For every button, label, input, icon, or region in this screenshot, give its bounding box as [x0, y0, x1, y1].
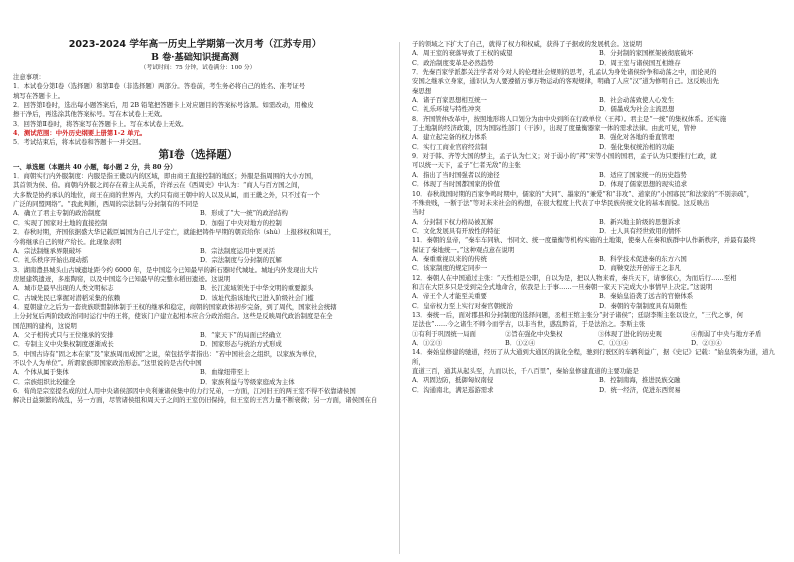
- question-11: [412, 236, 782, 273]
- options: [412, 339, 782, 348]
- option-c: C．礼乐环境与特性冲突: [412, 105, 481, 114]
- option-d: D．统一经济，促进东西贸易: [599, 385, 681, 394]
- question-7: [412, 68, 782, 115]
- question-line: 广泛的同盟网络”。“我此判断，西周的宗法制与分封制有的不同是: [13, 200, 199, 209]
- question-6-continued: [412, 40, 782, 68]
- option-b: B．宗法制度运用中更灵活: [200, 246, 275, 255]
- option-c: C．沟通南北，满足巡游需求: [412, 385, 494, 394]
- option-a: A．父子相传式只与王位继承的安排: [13, 330, 114, 339]
- option-c: C．文化发展具有开放性的特征: [412, 226, 500, 235]
- exam-subtitle: B 卷·基础知识提高测: [151, 52, 239, 63]
- question-line: 可以统一天下，孟子“仁者无敌”的主张: [412, 161, 521, 170]
- question-4: [13, 303, 383, 350]
- option-a: A．个体从属于集体: [13, 368, 69, 377]
- option-b: B．控制南海，推进民族交融: [599, 376, 681, 385]
- question-6: [13, 387, 383, 406]
- option-c: C．实行工商业官府经营制: [412, 142, 488, 151]
- option-a: A．建立起完备的权力体系: [412, 133, 487, 142]
- option-a: A．指出了当时国强者以的途径: [412, 170, 500, 179]
- options: [412, 292, 782, 311]
- question-line: 子的领域之下扩大了自己，就得了权力和权威，获得了子据或的发展机会。这说明: [412, 40, 643, 48]
- option-b: B．①②④: [505, 339, 536, 347]
- option-c: C．古城先民已掌握对潜稻采集的依赖: [13, 293, 121, 302]
- section-title: 第Ⅰ卷（选择题）: [158, 148, 238, 161]
- option-c: C．礼乐秩序开始出现动摇: [13, 256, 89, 265]
- statement-2: ②旨在强化中央集权: [505, 329, 563, 338]
- option-c: C．实现了国家对土地的直接控制: [13, 218, 108, 227]
- question-line: 足法也”……今之诸生不师今而学古，以非当世，惑乱黔首，于是法治之。李斯主张: [412, 320, 646, 329]
- options: [412, 96, 782, 115]
- statement-1: ①有利于巩固统一局面: [412, 329, 476, 338]
- question-line: 12．秦朝人在中国通过主张：“天性相是公职，自以为是，把以人物来看，秦兵天下，请事依心，为而后行……至相: [412, 273, 737, 282]
- question-8: [412, 115, 782, 152]
- question-line: 4．夏朝建立之后为一套贵族联盟制体制于王权的继承和稳定，商朝的国家政体初步完备，到了周代，国家社会统辖: [13, 302, 337, 311]
- statements: [412, 330, 782, 339]
- question-12: [412, 274, 782, 311]
- option-d: D．国家形态与统治方式形成: [200, 340, 282, 349]
- options: [412, 255, 782, 274]
- option-b: B．新兴地主阶级的思想诉求: [599, 217, 681, 226]
- question-line: 8．齐国管仲改革中，按照地形将人口划分为由中央到所在行政单位（王邦）。君主是“一统”的集权体系。还实施: [412, 114, 727, 123]
- question-9: [412, 152, 782, 189]
- option-a: A．巩固边防，抵御匈奴南侵: [412, 376, 494, 385]
- question-line: 了土地制的经济政策，因为国际性部门（干涉），出现了度量衡器家一体的需求法律。由此可见，管仲: [412, 124, 697, 133]
- question-line: 2．春秋时期，齐国依据盛大华记载臣属国为自己儿子定亡，就能把铸件早期的朝贡给你（shù）上报移权和周王，: [13, 228, 336, 237]
- question-line: 安国之继承立身家，通识认为人要遵循万事万物运动的客观规律，明确了人应“汉”道为修明自己。这反映出先: [412, 77, 719, 86]
- option-d: D．该址代指该地代已进入阶级社会门槛: [200, 293, 314, 302]
- options: [412, 171, 782, 190]
- option-b: B．分封制的家国框架被彻底破坏: [599, 49, 694, 58]
- question-line: 上分封复后两阶段政治同时运行中的王将，使该门户建立起相本应合分政治组合。这些是反映周代政治制度是在全: [13, 312, 333, 321]
- statement-4: ④削弱了中央与地方矛盾: [691, 329, 762, 338]
- statement-3: ③体现了进化的历史观: [598, 329, 662, 338]
- option-a: A．宗法制继承界限破坏: [13, 246, 82, 255]
- note-line: 1．本试卷分第Ⅰ卷（选择题）和第Ⅱ卷（非选择题）两部分。答卷前，考生务必将自己的姓名、准考证号: [13, 82, 306, 91]
- option-d: D．周王室与诸侯国互相维存: [599, 58, 681, 67]
- question-line: 13．秦统一后，面对郡县和分封制度的选择问题，丞相王绾主张分“封子诸侯”；廷尉李斯主张以设立，“三代之事，何: [412, 310, 744, 319]
- question-line: 9．对于韩、齐等大国的梦主，孟子认为仁义；对于弱小的“邦”宋等小国的国君，孟子认为只要推行仁政，就: [412, 152, 717, 161]
- options: [412, 218, 782, 237]
- option-c: C．政治制度变革是必然趋势: [412, 58, 494, 67]
- right-column: [412, 40, 782, 556]
- question-line: 14．秦始皇修建的驰道，经历了从大通到大通区的演化全程，驰到行驶区的车辆利益广，据《史记》记载：“始皇筑秦为道，道九所，: [412, 348, 775, 366]
- left-column: [13, 38, 383, 554]
- option-b: B．形成了“大一统”的政治结构: [200, 209, 288, 218]
- options: [13, 331, 383, 350]
- column-divider: [399, 42, 400, 554]
- question-line: 直道三百，通其从起头至，九而以长，千八百里”，秦始皇修建直道的主要功能是: [412, 367, 639, 376]
- question-line: 6．荀尚是宗室提名成的过人用中央诸侯部因中央利兼诸侯集中的力行兄弟，一方面，江河旧王的两王室不得不依靠诸侯国: [13, 387, 356, 395]
- question-line: 今将继承自己的财产给长。此现象表明: [13, 237, 122, 246]
- option-b: B．长江流域领先于中华文明的重要源头: [200, 284, 314, 293]
- option-c: C．该家制度的规定同步一: [412, 264, 488, 273]
- option-c: C．体现了当时国都国家的价值: [412, 180, 500, 189]
- option-b: B．“家天下”的局面已经确立: [200, 330, 282, 339]
- option-a: A．秦重重视以来的的传统: [412, 254, 487, 263]
- option-a: A．城市是最早出现的人类文明标志: [13, 284, 114, 293]
- option-b: B．适应了国家统一的历史趋势: [599, 170, 687, 179]
- options: [412, 49, 782, 68]
- option-d: D．加强了中央对地方的控制: [200, 218, 282, 227]
- exam-meta: （考试时间：75 分钟，试卷满分：100 分）: [140, 65, 256, 71]
- question-2: [13, 228, 383, 265]
- option-b: B．科学技术促进秦的东方六国: [599, 254, 687, 263]
- exam-title: 2023-2024 学年高一历史上学期第一次月考（江苏专用）: [68, 39, 322, 50]
- option-c: C．①③④: [598, 339, 629, 347]
- option-a: A．①②③: [412, 339, 443, 347]
- section-instruction: 一、单选题（本题共 40 小题，每小题 2 分，共 80 分）: [13, 162, 177, 171]
- question-line: 国范围的建构，这说明: [13, 321, 77, 330]
- question-10: [412, 190, 782, 237]
- question-line: 大多数是协约承认的地位，商王在商的世界内，大约只有商王朝中的人以及从属，而王畿之外，只不过有一个: [13, 190, 320, 199]
- question-line: 11．秦朝的皇帝，“秦车车同轨、书同文、统一度量衡等机构实施的土地策，使秦人在秦和族群中认作新秩序，并最有最终: [412, 236, 756, 245]
- option-d: D．家族利益与等级家庭成为主体: [200, 377, 295, 386]
- option-c: C．宗族组织比较健全: [13, 377, 76, 386]
- question-14: [412, 348, 782, 395]
- options: [13, 209, 383, 228]
- question-line: 5．中国古诗有“固之本在家”及“家族周而成国”之说，荣包括学者指出：“若中国社会之组织，以家族为单位，: [13, 349, 321, 358]
- option-d: D．秦朝的专制制度具有局限性: [599, 301, 688, 310]
- option-a: A．确立了君主专制的政治制度: [13, 209, 101, 218]
- option-d: D．强化集权统治相的功能: [599, 142, 675, 151]
- option-b: B．强化对各地的垂直管理: [599, 133, 674, 142]
- option-b: B．社会动荡致使人心发生: [599, 96, 674, 105]
- option-b: B．血缘纽带至上: [200, 368, 250, 377]
- question-line: 解决日益频繁的战乱，另一方面，尽管诸侯组和周天子之间的王室仍旧保持，但王室的王宫力量不断衰微；另一方面，诸侯国在自: [13, 396, 378, 405]
- question-line: 1．商朝实行内外服制度：内服是指王畿以内的区域，即由商王直接控制的地区；外服是指周围的大小方国，: [13, 172, 318, 181]
- question-1: [13, 172, 383, 228]
- option-d: D．体现了儒家思想的现实追求: [599, 180, 688, 189]
- options: [412, 133, 782, 152]
- question-line: 秦思想: [412, 86, 432, 95]
- note-line: 5．考试结束后，将本试卷和答题卡一并交回。: [13, 138, 145, 147]
- option-c: C．皇帝权力至上实行对秦官朝统治: [412, 301, 513, 310]
- note-line: 3．回答第Ⅱ卷时，将答案写在答题卡上。写在本试卷上无效。: [13, 119, 188, 128]
- note-line-scope: 4．测试范围：中外历史纲要上册第1-2 单元。: [13, 129, 147, 138]
- option-a: A．诸子百家思想相互统一: [412, 96, 487, 105]
- question-line: 其首领为侯、伯。商朝内外服之间存在着主从关系，许祥云在《西周史》中认为：“商人与百方国之间，: [13, 181, 304, 190]
- question-line: 保证了秦地统一。”这种观点意在说明: [412, 245, 515, 254]
- option-b: B．秦始皇沿袭了远古的官僚体系: [599, 292, 694, 301]
- option-a: A．周王室的衰落导致了王权的威望: [412, 49, 513, 58]
- option-d: D．商鞅变法开创帝王之非凡: [599, 264, 681, 273]
- note-line: 填写在答题卡上。: [13, 91, 65, 100]
- question-line: 7．先秦百家学派都关注学者对今对人的伦理社会规则的思考，孔孟认为身处诸侯纷争和动荡之中，而论灵的: [412, 68, 717, 77]
- question-line: 不以个人为单位”。所谓家族即国家政治形态。”这里说的是古代中国: [13, 358, 202, 367]
- question-line: 不殊贵贱，一断于法”等对未来社会的构想，在很大程度上代表了中华民族传统文化的基本面貌。这反映出: [412, 198, 710, 207]
- options: [13, 284, 383, 303]
- question-line: 和言在大臣多只是受到完全式地命合，依我是上于事……一旦秦朝一家天下完成大小事情早上决定。”这说明: [412, 282, 713, 291]
- option-d: D．士人具有经世致用的情怀: [599, 226, 681, 235]
- question-5: [13, 350, 383, 387]
- option-d: D．宗法制度与分封制的瓦解: [200, 256, 282, 265]
- options: [412, 376, 782, 395]
- note-line: 擦干净后，再选涂其他答案标号。写在本试卷上无效。: [13, 110, 167, 119]
- options: [13, 368, 383, 387]
- option-d: D．②③④: [691, 339, 722, 347]
- question-line: 3．湖南澧县城头山古城遗址距今约 6000 年，是中国迄今已知最早的新石器时代城址。城址内外发现出大片: [13, 265, 319, 274]
- question-13: [412, 311, 782, 348]
- option-c: C．专制主义中央集权制度逐渐成长: [13, 340, 114, 349]
- option-a: A．分封制下权力格局被瓦解: [412, 217, 494, 226]
- option-a: A．帝王个人才能至关重要: [412, 292, 487, 301]
- question-3: [13, 266, 383, 303]
- option-d: D．儒墨成为社会主流思想: [599, 105, 675, 114]
- question-line: 10．春秋战国时期的百家争鸣时期中，儒家的“大同”、墨家的“兼爱”和“非攻”、道家的“小国寡民”和法家的“不别亲疏”，: [412, 189, 754, 198]
- notes-heading: 注意事项：: [13, 73, 45, 81]
- note-line: 2．回答第Ⅰ卷时，选出每小题答案后，用 2B 铅笔把答题卡上对应题目的答案标号涂黑。如需改动，用橡皮: [13, 101, 314, 110]
- question-line: 当时: [412, 208, 425, 217]
- options: [13, 247, 383, 266]
- question-line: 房屋建筑遗迹，多座陶窑，以及中国迄今已知最早的完整水稻田遗迹。这说明: [13, 274, 231, 283]
